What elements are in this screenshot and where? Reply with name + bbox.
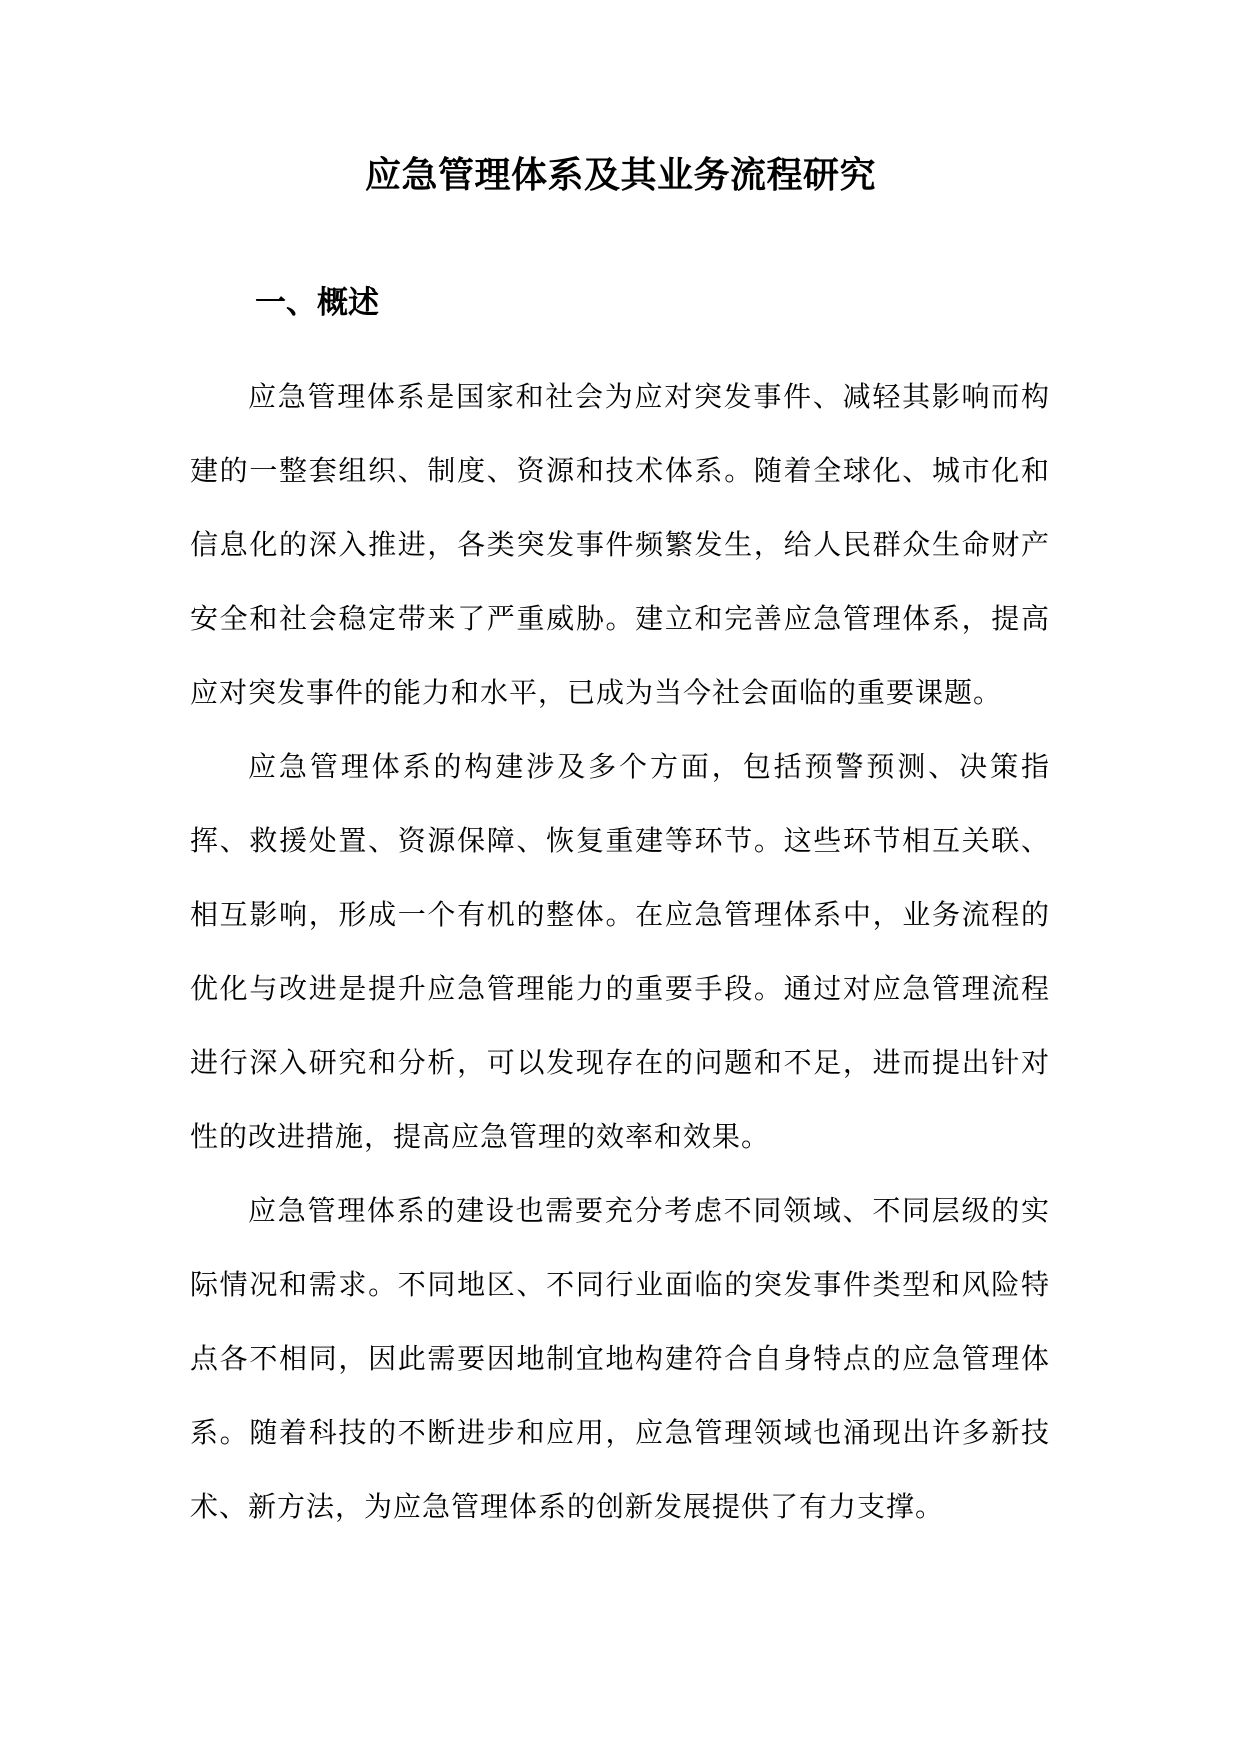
paragraph: 应急管理体系是国家和社会为应对突发事件、减轻其影响而构建的一整套组织、制度、资源和技术体系。随着全球化、城市化和信息化的深入推进，各类突发事件频繁发生，给人民群众生命财产安全和社会稳定带来了严重威胁。建立和完善应急管理体系，提高应对突发事件的能力和水平，已成为当今社会面临的重要课题。 (190, 380, 1050, 709)
document-title: 应急管理体系及其业务流程研究 (364, 154, 876, 196)
paragraph: 应急管理体系的构建涉及多个方面，包括预警预测、决策指挥、救援处置、资源保障、恢复重建等环节。这些环节相互关联、相互影响，形成一个有机的整体。在应急管理体系中，业务流程的优化与改进是提升应急管理能力的重要手段。通过对应急管理流程进行深入研究和分析，可以发现存在的问题和不足，进而提出针对性的改进措施，提高应急管理的效率和效果。 (190, 750, 1050, 1153)
paragraph: 应急管理体系的建设也需要充分考虑不同领域、不同层级的实际情况和需求。不同地区、不同行业面临的突发事件类型和风险特点各不相同，因此需要因地制宜地构建符合自身特点的应急管理体系。随着科技的不断进步和应用，应急管理领域也涌现出许多新技术、新方法，为应急管理体系的创新发展提供了有力支撑。 (190, 1194, 1050, 1523)
section-heading-overview: 一、概述 (255, 285, 379, 321)
section-body (190, 360, 1050, 1544)
